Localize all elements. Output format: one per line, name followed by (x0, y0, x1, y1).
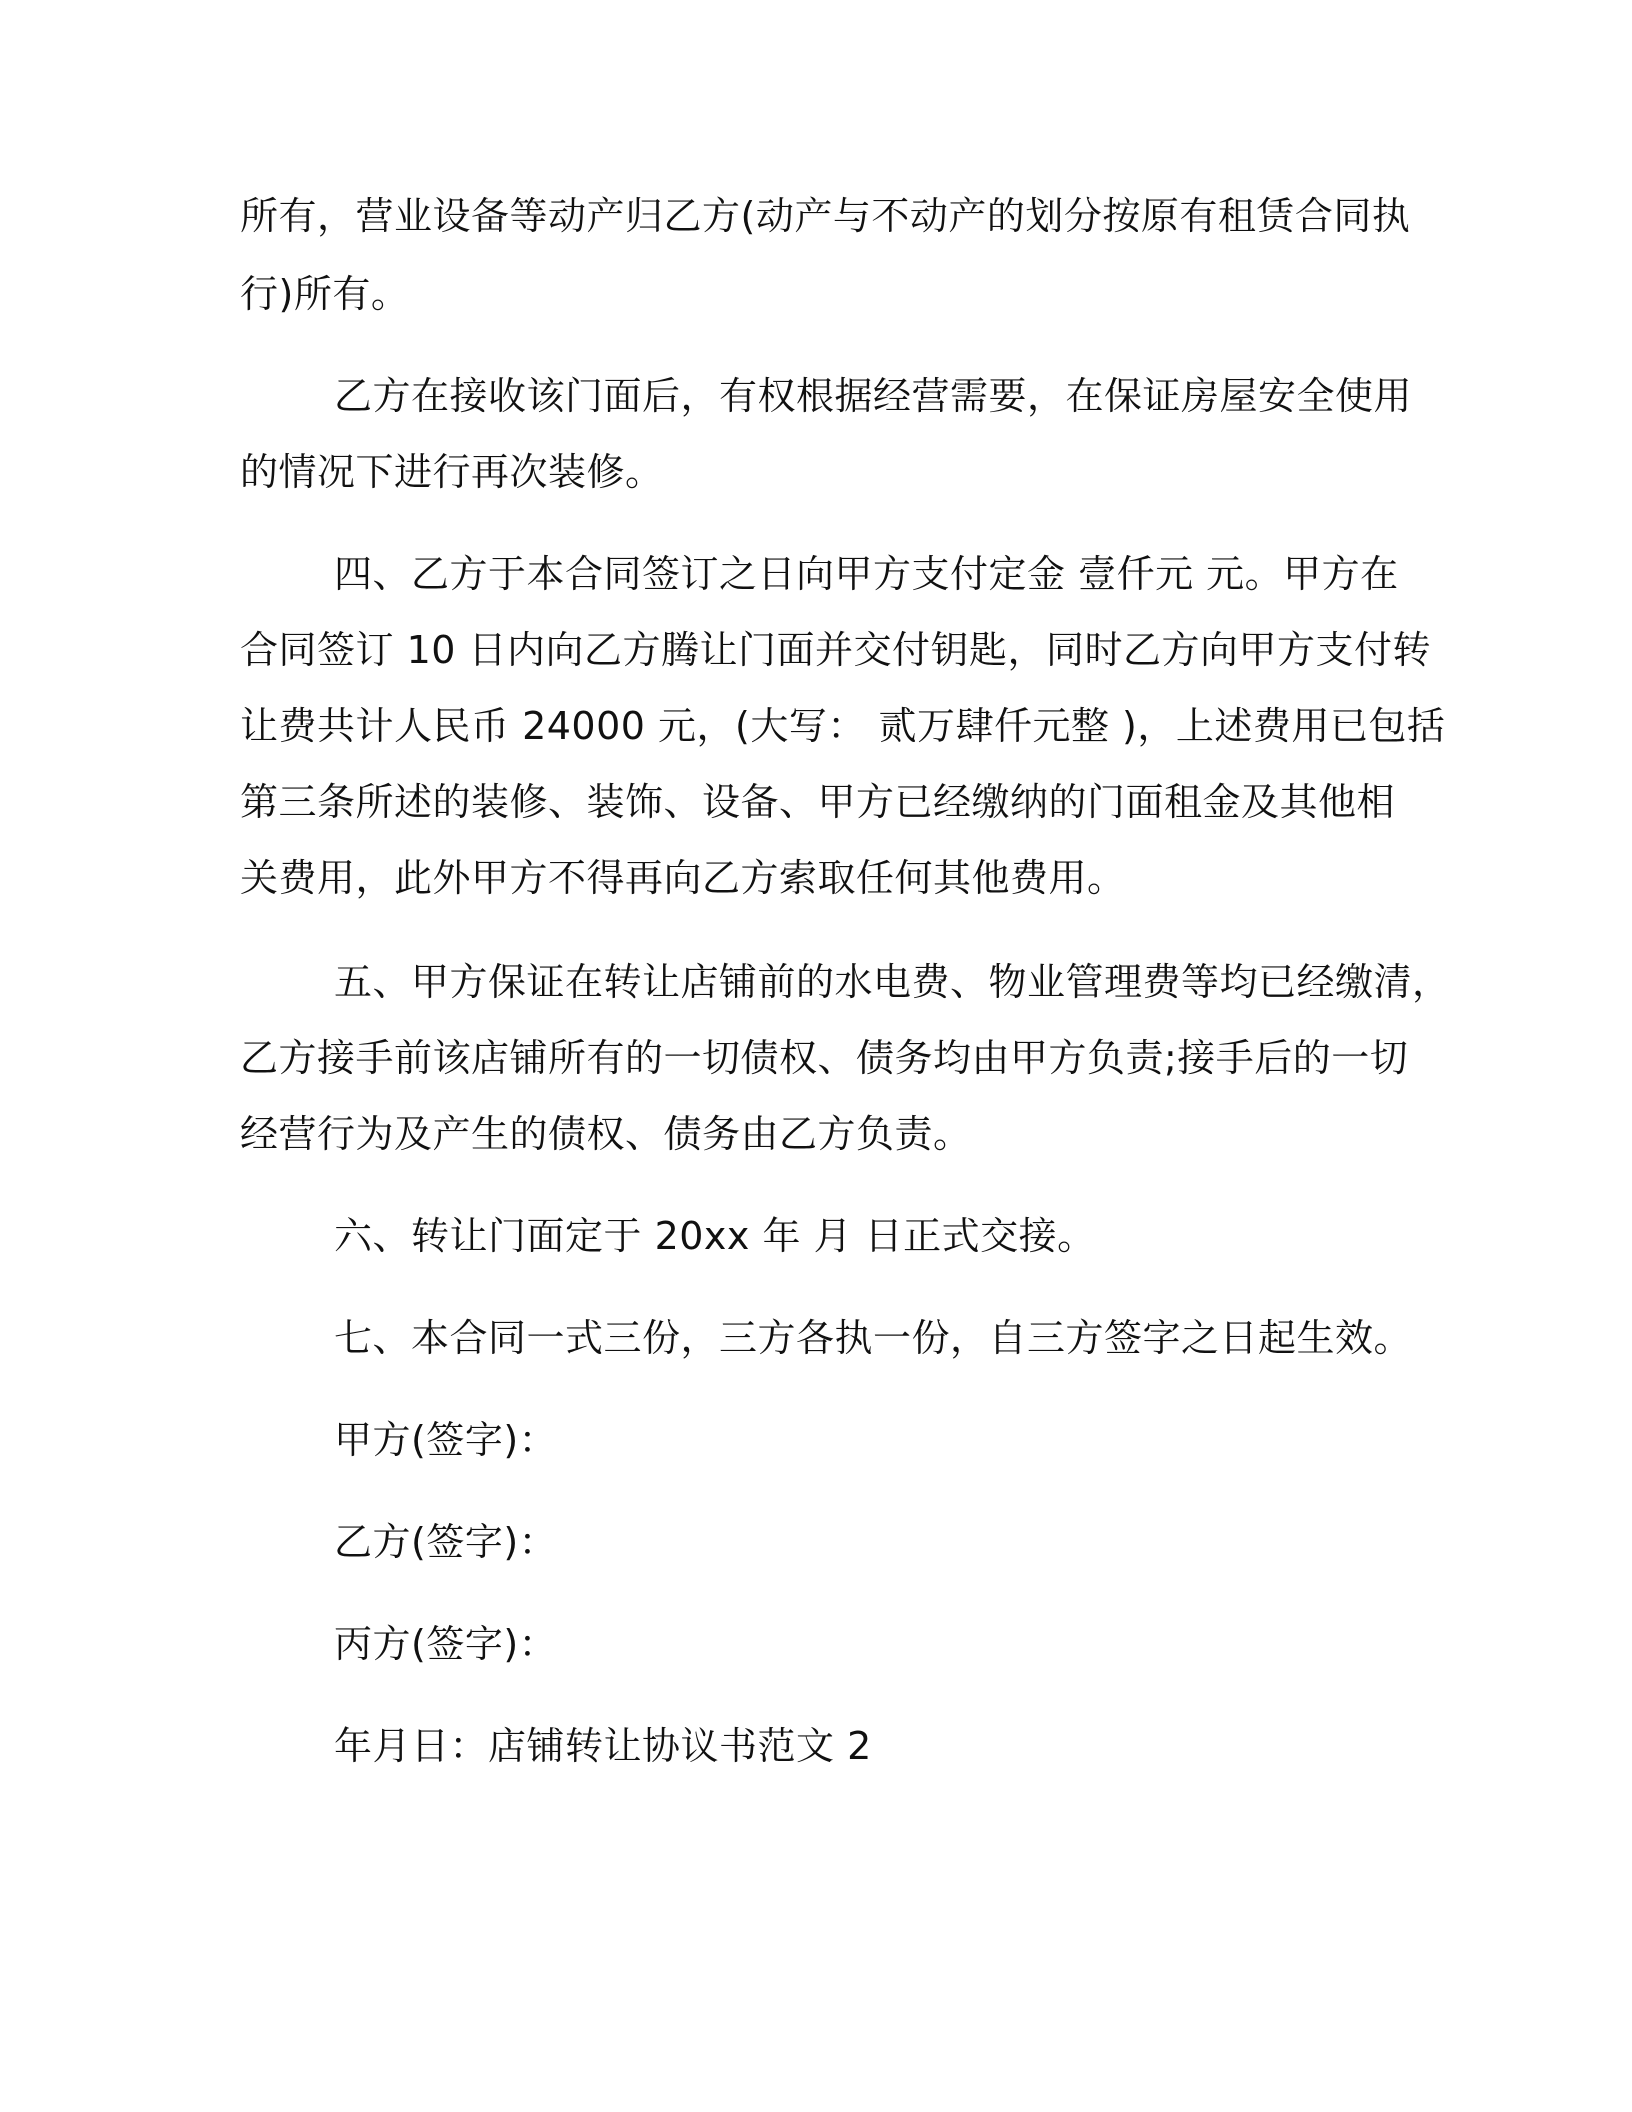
signature-party-c: 丙方(签字)： (334, 1622, 558, 1666)
paragraph-4-line-1: 五、甲方保证在转让店铺前的水电费、物业管理费等均已经缴清， (334, 960, 1451, 1004)
paragraph-2-line-1: 乙方在接收该门面后，有权根据经营需要，在保证房屋安全使用 (334, 374, 1413, 418)
paragraph-5-line-1: 六、转让门面定于 20xx 年 月 日正式交接。 (334, 1214, 1096, 1258)
signature-party-a: 甲方(签字)： (334, 1418, 558, 1462)
paragraph-3-line-2: 合同签订 10 日内向乙方腾让门面并交付钥匙，同时乙方向甲方支付转 (240, 628, 1432, 672)
paragraph-1-line-2: 行)所有。 (240, 272, 410, 316)
paragraph-2-line-2: 的情况下进行再次装修。 (240, 450, 664, 494)
signature-party-b: 乙方(签字)： (334, 1520, 558, 1564)
paragraph-6-line-1: 七、本合同一式三份，三方各执一份，自三方签字之日起生效。 (334, 1316, 1413, 1360)
paragraph-4-line-3: 经营行为及产生的债权、债务由乙方负责。 (240, 1112, 972, 1156)
paragraph-3-line-5: 关费用，此外甲方不得再向乙方索取任何其他费用。 (240, 856, 1126, 900)
paragraph-1-line-1: 所有，营业设备等动产归乙方(动产与不动产的划分按原有租赁合同执 (240, 194, 1411, 238)
paragraph-3-line-1: 四、乙方于本合同签订之日向甲方支付定金 壹仟元 元。甲方在 (334, 552, 1399, 596)
paragraph-4-line-2: 乙方接手前该店铺所有的一切债权、债务均由甲方负责;接手后的一切 (240, 1036, 1409, 1080)
date-and-next-title: 年月日：店铺转让协议书范文 2 (334, 1724, 872, 1768)
paragraph-3-line-4: 第三条所述的装修、装饰、设备、甲方已经缴纳的门面租金及其他相 (240, 780, 1396, 824)
paragraph-3-line-3: 让费共计人民币 24000 元，(大写： 贰万肆仟元整 )，上述费用已包括 (240, 704, 1446, 748)
